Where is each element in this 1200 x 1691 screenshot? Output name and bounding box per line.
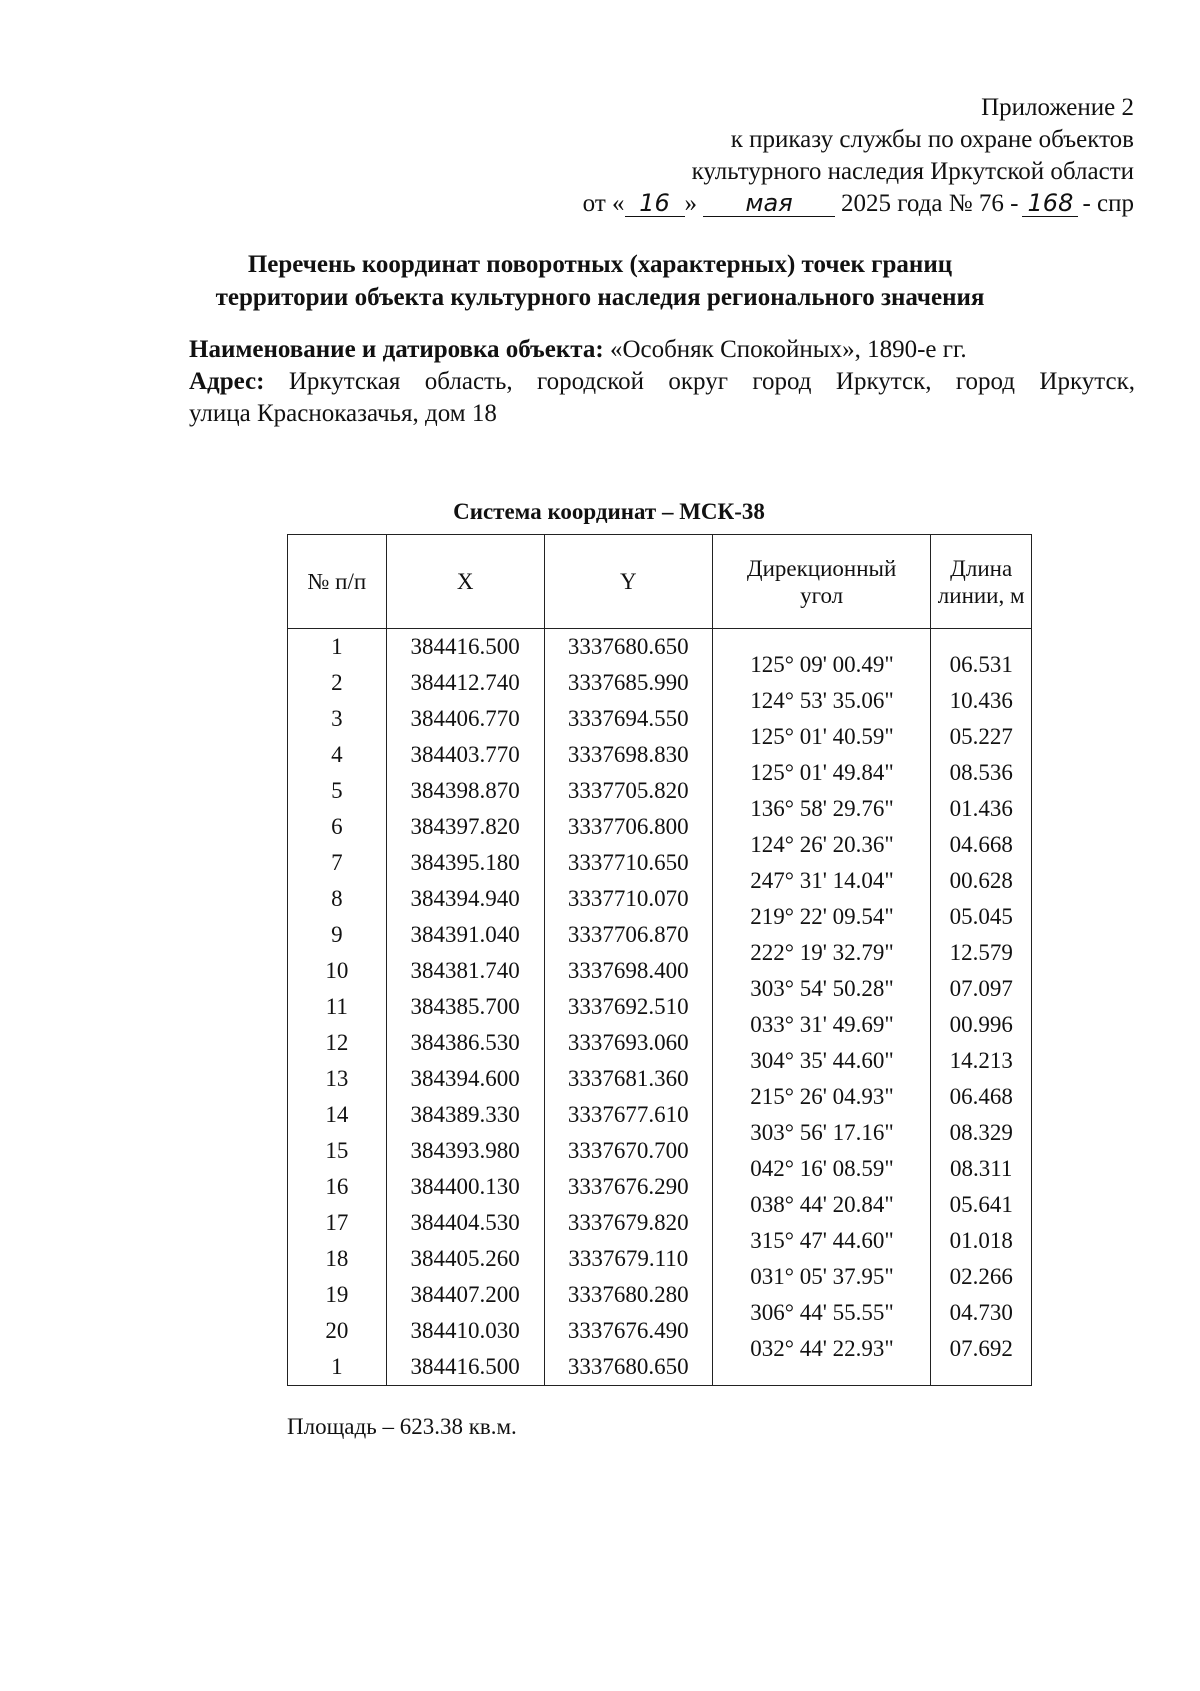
- direction-angle-value: 031° 05' 37.95": [750, 1264, 894, 1289]
- line-length-value: 07.692: [949, 1336, 1013, 1362]
- line-length-value: 05.641: [949, 1192, 1013, 1217]
- point-number-cell: 2: [288, 665, 387, 701]
- direction-angle-value: 136° 58' 29.76": [750, 796, 894, 821]
- appendix-line2: к приказу службы по охране объектов: [730, 126, 1134, 153]
- address-value-line1: Иркутская область, городской округ город Иркутск, город Иркутск,: [288, 368, 1135, 395]
- point-number-cell: 12: [288, 1025, 387, 1061]
- title-line2: территории объекта культурного наследия регионального значения: [215, 284, 985, 311]
- y-cell: 3337705.820: [544, 773, 712, 809]
- header-x: X: [386, 535, 544, 629]
- y-cell: 3337679.820: [544, 1205, 712, 1241]
- x-cell: 384398.870: [386, 773, 544, 809]
- handwritten-month: мая: [703, 190, 835, 217]
- x-cell: 384412.740: [386, 665, 544, 701]
- point-number-cell: 10: [288, 953, 387, 989]
- order-suffix: - спр: [1082, 190, 1134, 217]
- x-cell: 384405.260: [386, 1241, 544, 1277]
- x-cell: 384381.740: [386, 953, 544, 989]
- header-direction-angle: Дирекционный угол: [712, 535, 930, 629]
- point-number-cell: 20: [288, 1313, 387, 1349]
- point-number-cell: 6: [288, 809, 387, 845]
- x-cell: 384394.600: [386, 1061, 544, 1097]
- y-cell: 3337677.610: [544, 1097, 712, 1133]
- x-cell: 384416.500: [386, 1349, 544, 1386]
- direction-angle-value: 125° 09' 00.49": [750, 651, 894, 677]
- y-cell: 3337685.990: [544, 665, 712, 701]
- direction-angle-value: 042° 16' 08.59": [750, 1156, 894, 1181]
- table-header-row: [288, 535, 1032, 629]
- year-text: 2025 года № 76 -: [841, 190, 1019, 217]
- y-cell: 3337698.830: [544, 737, 712, 773]
- point-number-cell: 19: [288, 1277, 387, 1313]
- x-cell: 384393.980: [386, 1133, 544, 1169]
- direction-angle-value: 125° 01' 40.59": [750, 724, 894, 749]
- header-y: Y: [544, 535, 712, 629]
- direction-angle-value: 306° 44' 55.55": [750, 1300, 894, 1325]
- x-cell: 384394.940: [386, 881, 544, 917]
- line-length-value: 08.311: [950, 1156, 1013, 1181]
- y-cell: 3337710.650: [544, 845, 712, 881]
- y-cell: 3337680.650: [544, 1349, 712, 1386]
- appendix-line1: Приложение 2: [981, 94, 1134, 121]
- object-name-label: Наименование и датировка объекта:: [189, 336, 604, 363]
- line-length-value: 05.045: [949, 904, 1013, 929]
- y-cell: 3337679.110: [544, 1241, 712, 1277]
- y-cell: 3337706.870: [544, 917, 712, 953]
- line-length-value: 05.227: [949, 724, 1013, 749]
- coordinate-system-title: Система координат – МСК-38: [453, 499, 765, 524]
- line-length-value: 04.668: [949, 832, 1013, 857]
- address-label: Адрес:: [189, 368, 265, 395]
- direction-angle-value: 032° 44' 22.93": [750, 1336, 894, 1362]
- point-number-cell: 4: [288, 737, 387, 773]
- y-cell: 3337710.070: [544, 881, 712, 917]
- line-length-value: 08.329: [949, 1120, 1013, 1145]
- handwritten-order-number: 168: [1022, 190, 1078, 217]
- address-line: [189, 366, 1135, 398]
- line-length-value: 10.436: [949, 688, 1013, 713]
- direction-angle-value: 038° 44' 20.84": [750, 1192, 894, 1217]
- y-cell: 3337693.060: [544, 1025, 712, 1061]
- x-cell: 384403.770: [386, 737, 544, 773]
- x-cell: 384386.530: [386, 1025, 544, 1061]
- line-length-value: 00.628: [949, 868, 1013, 893]
- line-length-value: 01.018: [949, 1228, 1013, 1253]
- direction-angle-value: 215° 26' 04.93": [750, 1084, 894, 1109]
- direction-angle-value: 304° 35' 44.60": [750, 1048, 894, 1073]
- x-cell: 384389.330: [386, 1097, 544, 1133]
- direction-angle-value: 222° 19' 32.79": [750, 940, 894, 965]
- appendix-line3: культурного наследия Иркутской области: [691, 158, 1134, 185]
- direction-angle-value: 303° 54' 50.28": [750, 976, 894, 1001]
- date-prefix: от «: [582, 190, 625, 217]
- x-cell: 384385.700: [386, 989, 544, 1025]
- point-number-cell: 5: [288, 773, 387, 809]
- y-cell: 3337698.400: [544, 953, 712, 989]
- line-length-value: 12.579: [949, 940, 1013, 965]
- line-length-value: 08.536: [949, 760, 1013, 785]
- handwritten-day: 16: [625, 190, 685, 217]
- direction-angle-value: 315° 47' 44.60": [750, 1228, 894, 1253]
- x-cell: 384400.130: [386, 1169, 544, 1205]
- point-number-cell: 8: [288, 881, 387, 917]
- address-value-line2: улица Красноказачья, дом 18: [189, 400, 497, 427]
- y-cell: 3337680.650: [544, 629, 712, 666]
- direction-angle-value: 303° 56' 17.16": [750, 1120, 894, 1145]
- line-length-value: 06.468: [949, 1084, 1013, 1109]
- point-number-cell: 16: [288, 1169, 387, 1205]
- point-number-cell: 1: [288, 629, 387, 666]
- line-length-value: 07.097: [949, 976, 1013, 1001]
- area-text: Площадь – 623.38 кв.м.: [287, 1414, 517, 1439]
- line-length-value: 04.730: [949, 1300, 1013, 1325]
- point-number-cell: 18: [288, 1241, 387, 1277]
- point-number-cell: 1: [288, 1349, 387, 1386]
- date-mid: »: [684, 190, 698, 217]
- direction-angle-value: 033° 31' 49.69": [750, 1012, 894, 1037]
- line-length-value: 01.436: [949, 796, 1013, 821]
- x-cell: 384407.200: [386, 1277, 544, 1313]
- y-cell: 3337670.700: [544, 1133, 712, 1169]
- point-number-cell: 13: [288, 1061, 387, 1097]
- point-number-cell: 17: [288, 1205, 387, 1241]
- direction-angle-value: 219° 22' 09.54": [750, 904, 894, 929]
- line-length-value: 00.996: [949, 1012, 1013, 1037]
- y-cell: 3337680.280: [544, 1277, 712, 1313]
- direction-angle-value: 124° 26' 20.36": [750, 832, 894, 857]
- x-cell: 384395.180: [386, 845, 544, 881]
- x-cell: 384404.530: [386, 1205, 544, 1241]
- direction-angle-value: 125° 01' 49.84": [750, 760, 894, 785]
- direction-angle-value: 247° 31' 14.04": [750, 868, 894, 893]
- x-cell: 384416.500: [386, 629, 544, 666]
- y-cell: 3337692.510: [544, 989, 712, 1025]
- x-cell: 384391.040: [386, 917, 544, 953]
- object-name-value: «Особняк Спокойных», 1890-е гг.: [609, 336, 967, 363]
- point-number-cell: 15: [288, 1133, 387, 1169]
- title-line1: Перечень координат поворотных (характерных) точек границ: [247, 251, 953, 278]
- direction-angle-value: 124° 53' 35.06": [750, 688, 894, 713]
- y-cell: 3337706.800: [544, 809, 712, 845]
- point-number-cell: 3: [288, 701, 387, 737]
- y-cell: 3337676.290: [544, 1169, 712, 1205]
- point-number-cell: 9: [288, 917, 387, 953]
- y-cell: 3337694.550: [544, 701, 712, 737]
- line-length-value: 02.266: [949, 1264, 1013, 1289]
- point-number-cell: 14: [288, 1097, 387, 1133]
- x-cell: 384410.030: [386, 1313, 544, 1349]
- header-line-length: Длина линии, м: [931, 535, 1032, 629]
- point-number-cell: 7: [288, 845, 387, 881]
- header-number: № п/п: [288, 535, 387, 629]
- appendix-header: [583, 92, 1134, 220]
- y-cell: 3337681.360: [544, 1061, 712, 1097]
- line-length-value: 14.213: [949, 1048, 1013, 1073]
- order-date-line: [583, 188, 1134, 220]
- x-cell: 384406.770: [386, 701, 544, 737]
- line-length-value: 06.531: [949, 651, 1013, 677]
- point-number-cell: 11: [288, 989, 387, 1025]
- object-name-line: [189, 334, 1135, 366]
- document-title: [0, 248, 1200, 314]
- object-info: [189, 334, 1135, 430]
- y-cell: 3337676.490: [544, 1313, 712, 1349]
- x-cell: 384397.820: [386, 809, 544, 845]
